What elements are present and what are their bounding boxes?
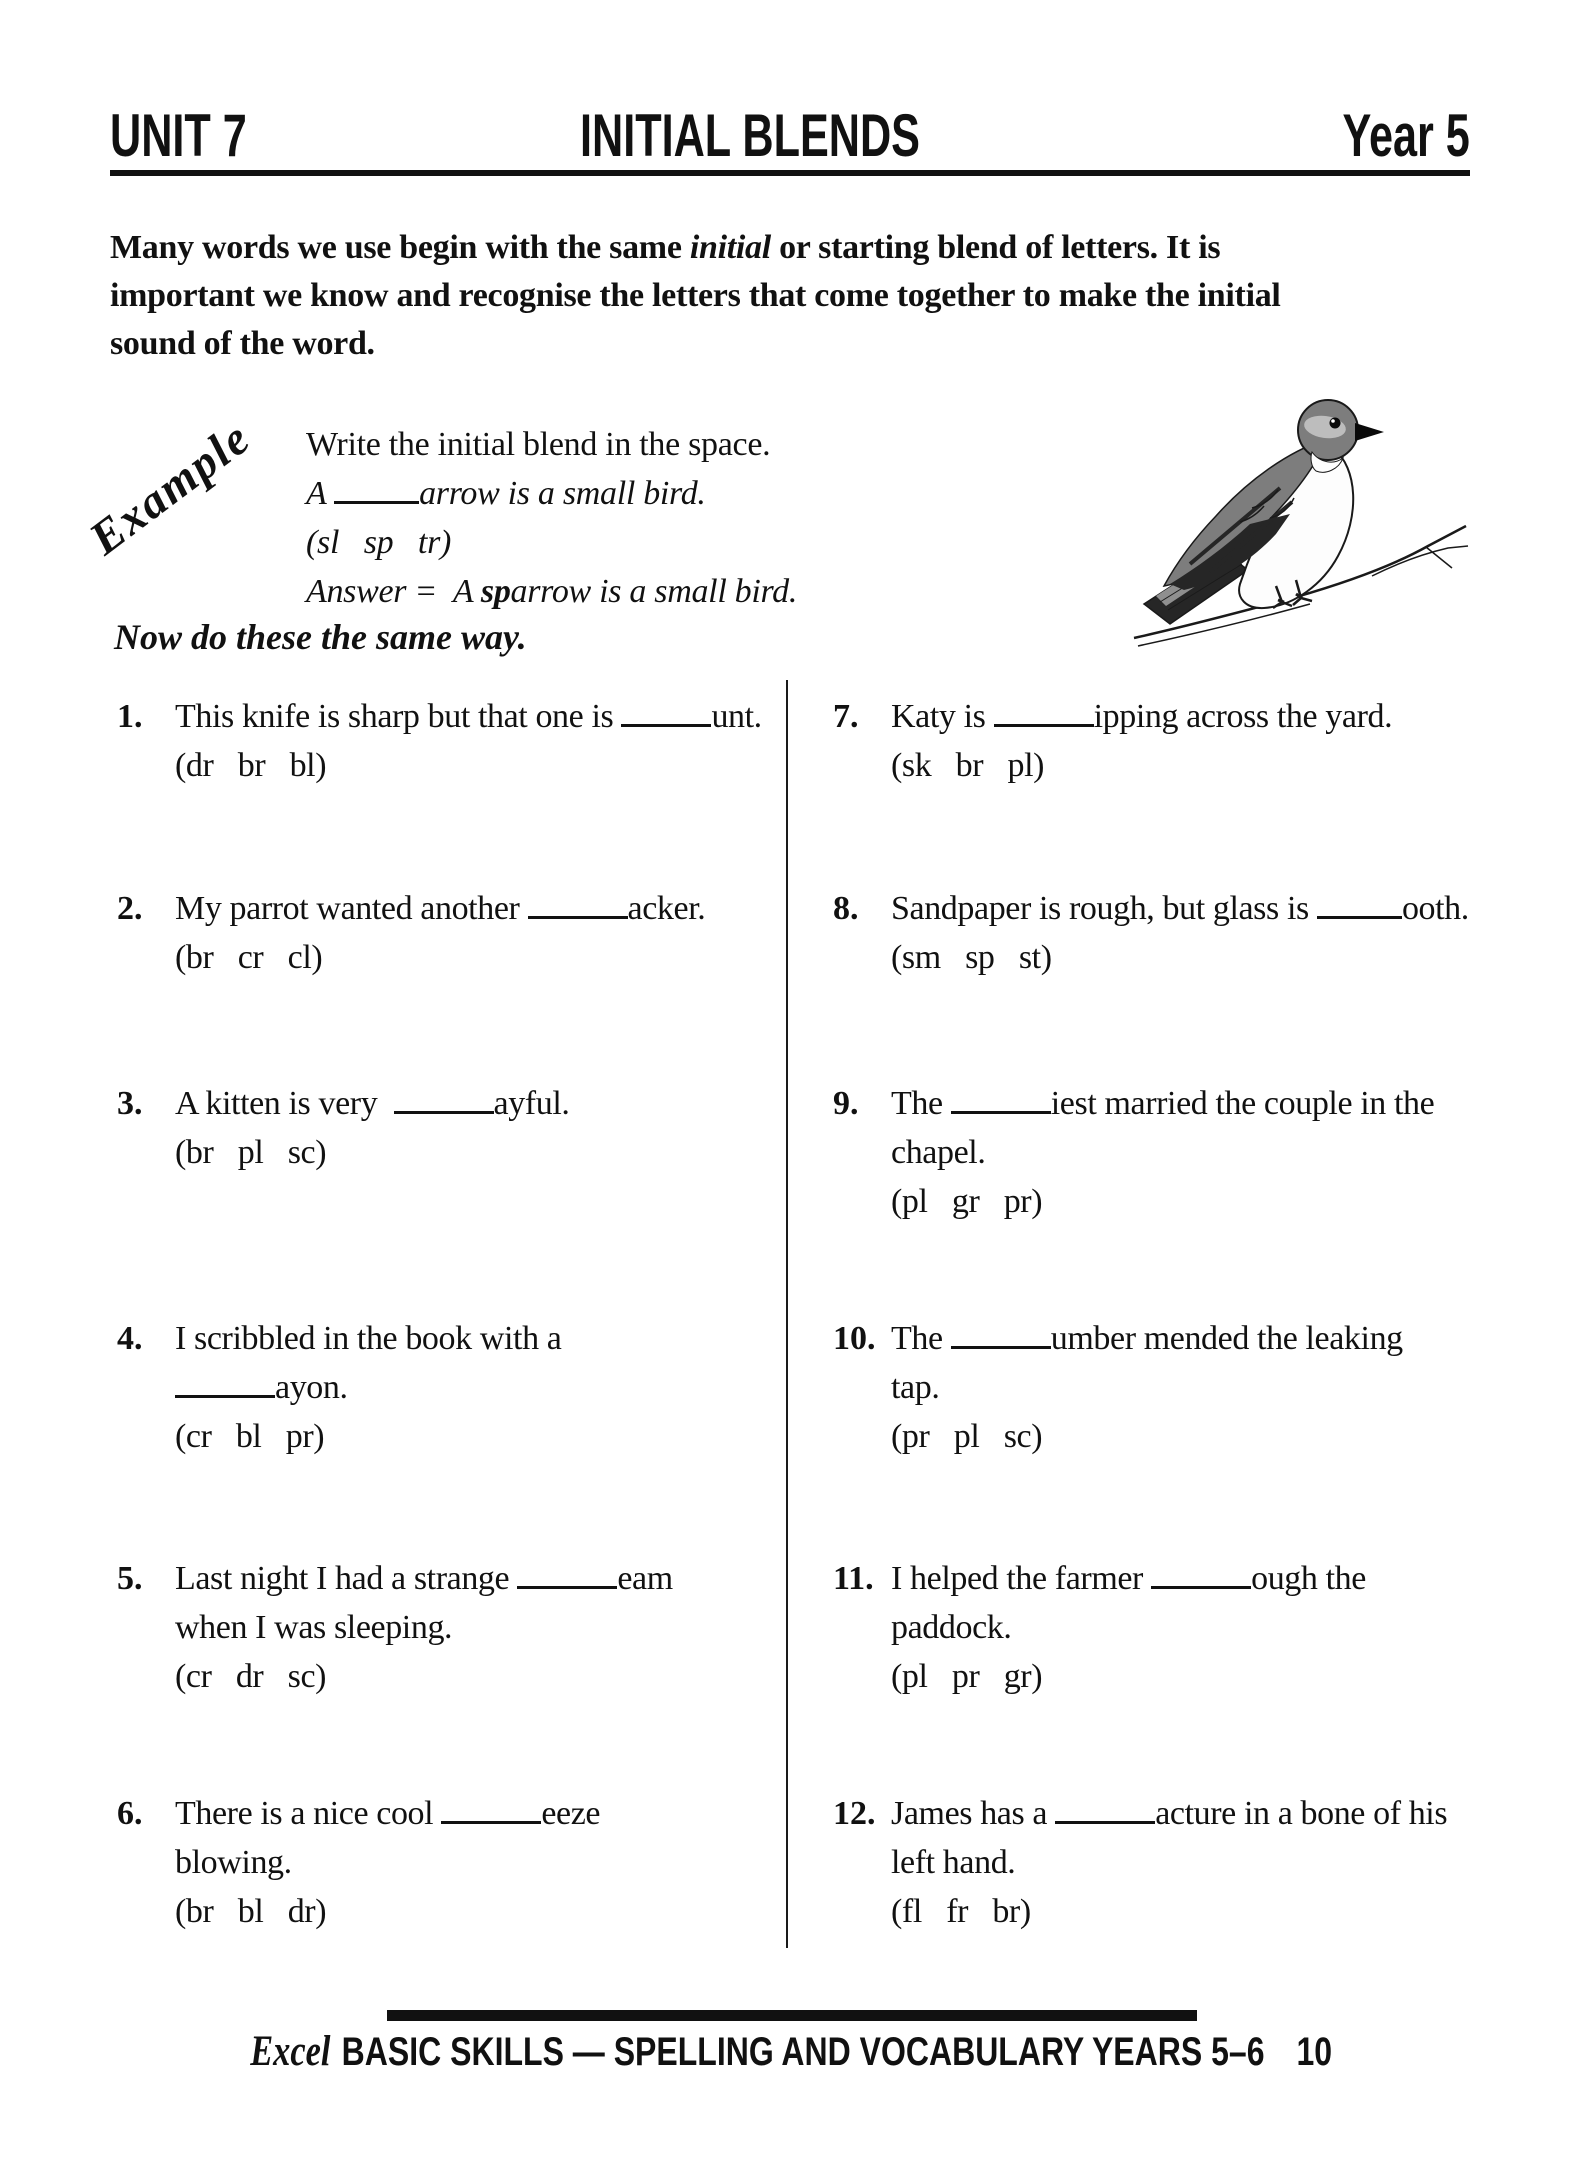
answer-blank[interactable]	[394, 1107, 494, 1114]
question-sentence: I scribbled in the book with a	[175, 1320, 562, 1357]
letter-options: (cr dr sc)	[175, 1658, 327, 1695]
question-12	[833, 1789, 1495, 1936]
question-sentence: My parrot wanted another acker.	[175, 890, 706, 927]
column-divider	[786, 680, 788, 1948]
question-2	[117, 884, 782, 1079]
question-9	[833, 1079, 1495, 1314]
question-number: 2.	[117, 890, 143, 927]
example-options: (sl sp tr)	[306, 524, 452, 561]
answer-blank[interactable]	[951, 1342, 1051, 1349]
question-6	[117, 1789, 782, 1936]
question-sentence: left hand.	[891, 1844, 1016, 1881]
question-11	[833, 1554, 1495, 1789]
footer-text	[251, 2028, 1333, 2075]
question-sentence: A kitten is very ayful.	[175, 1085, 570, 1122]
question-sentence: This knife is sharp but that one is unt.	[175, 698, 762, 735]
answer-blank[interactable]	[1317, 912, 1402, 919]
question-sentence: paddock.	[891, 1609, 1012, 1646]
question-8	[833, 884, 1495, 1079]
footer-rule	[387, 2010, 1197, 2021]
question-sentence: ayon.	[175, 1363, 561, 1412]
letter-options: (br cr cl)	[175, 939, 323, 976]
example-answer: Answer = A sparrow is a small bird.	[306, 573, 798, 610]
question-sentence: James has a acture in a bone of his	[891, 1795, 1448, 1832]
intro-paragraph	[110, 224, 1281, 368]
question-number: 5.	[117, 1560, 143, 1597]
answer-blend: sp	[480, 573, 511, 610]
question-sentence: when I was sleeping.	[175, 1609, 453, 1646]
footer-page-number: 10	[1296, 2030, 1333, 2074]
question-number: 3.	[117, 1085, 143, 1122]
question-sentence: The iest married the couple in the	[891, 1085, 1435, 1122]
page-title: INITIAL BLENDS	[579, 102, 921, 169]
example-sentence: A arrow is a small bird.	[306, 475, 706, 512]
intro-line-2: important we know and recognise the letters that come together to make the initial	[110, 277, 1281, 314]
year-label: Year 5	[1342, 102, 1470, 169]
letter-options: (sk br pl)	[891, 747, 1045, 784]
answer-blank[interactable]	[621, 720, 711, 727]
footer-series: BASIC SKILLS — SPELLING AND VOCABULARY YEARS 5–6	[342, 2030, 1265, 2074]
question-number: 12.	[833, 1795, 876, 1832]
question-sentence: I helped the farmer ough the	[891, 1560, 1366, 1597]
questions-right	[833, 692, 1495, 1936]
answer-blank[interactable]	[517, 1582, 617, 1589]
question-4	[117, 1314, 782, 1554]
answer-blank[interactable]	[528, 912, 628, 919]
question-number: 10.	[833, 1320, 876, 1357]
letter-options: (br bl dr)	[175, 1893, 327, 1930]
question-number: 4.	[117, 1320, 143, 1357]
question-number: 11.	[833, 1560, 874, 1597]
question-number: 7.	[833, 698, 859, 735]
example-instruction: Write the initial blend in the space.	[306, 426, 771, 463]
answer-blank[interactable]	[441, 1817, 541, 1824]
question-sentence: blowing.	[175, 1844, 292, 1881]
question-sentence: tap.	[891, 1369, 940, 1406]
answer-blank[interactable]	[175, 1391, 275, 1398]
answer-blank[interactable]	[951, 1107, 1051, 1114]
questions-left	[117, 692, 782, 1936]
letter-options: (fl fr br)	[891, 1893, 1031, 1930]
question-3	[117, 1079, 782, 1314]
intro-line-1: Many words we use begin with the same initial or starting blend of letters. It is	[110, 229, 1221, 266]
header-rule	[110, 170, 1470, 176]
intro-line-3: sound of the word.	[110, 325, 375, 362]
letter-options: (sm sp st)	[891, 939, 1052, 976]
letter-options: (pr pl sc)	[891, 1418, 1043, 1455]
example-blank[interactable]	[334, 497, 419, 504]
question-1	[117, 692, 782, 884]
unit-label: UNIT 7	[110, 102, 247, 169]
question-number: 8.	[833, 890, 859, 927]
question-sentence: Katy is ipping across the yard.	[891, 698, 1393, 735]
answer-blank[interactable]	[1151, 1582, 1251, 1589]
letter-options: (dr br bl)	[175, 747, 327, 784]
prompt-text: Now do these the same way.	[114, 617, 527, 657]
question-number: 6.	[117, 1795, 143, 1832]
question-sentence: Last night I had a strange eam	[175, 1560, 673, 1597]
question-5	[117, 1554, 782, 1789]
question-7	[833, 692, 1495, 884]
example-label: Example	[80, 411, 261, 566]
question-number: 9.	[833, 1085, 859, 1122]
answer-blank[interactable]	[1055, 1817, 1155, 1824]
question-10	[833, 1314, 1495, 1554]
italic-word: initial	[689, 229, 771, 266]
example-block	[306, 420, 797, 616]
answer-blank[interactable]	[994, 720, 1094, 727]
page-footer	[0, 2010, 1583, 2075]
question-sentence: chapel.	[891, 1134, 986, 1171]
question-sentence: Sandpaper is rough, but glass is ooth.	[891, 890, 1469, 927]
letter-options: (br pl sc)	[175, 1134, 327, 1171]
question-number: 1.	[117, 698, 143, 735]
letter-options: (pl gr pr)	[891, 1183, 1043, 1220]
question-sentence: The umber mended the leaking	[891, 1320, 1403, 1357]
sparrow-illustration	[1128, 396, 1473, 648]
letter-options: (cr bl pr)	[175, 1418, 325, 1455]
footer-brand: Excel	[250, 2028, 331, 2075]
letter-options: (pl pr gr)	[891, 1658, 1043, 1695]
question-sentence: There is a nice cool eeze	[175, 1795, 601, 1832]
